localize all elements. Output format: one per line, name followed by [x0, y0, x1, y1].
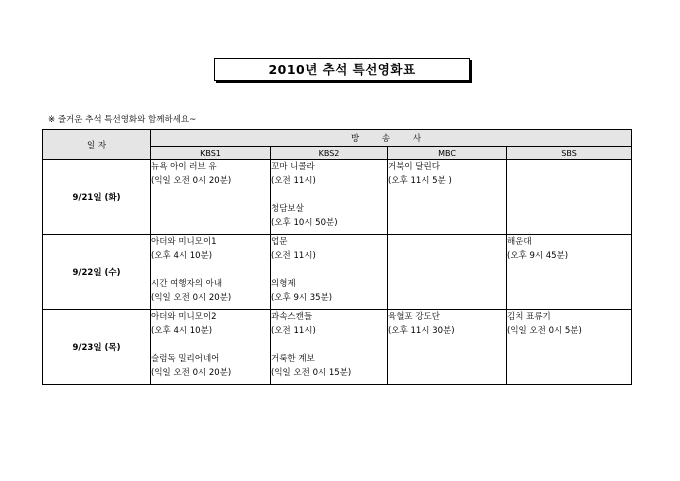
program-cell	[271, 160, 388, 235]
program-time: (익일 오전 0시 5분)	[507, 326, 582, 336]
program-time: (오후 10시 50분)	[271, 218, 338, 228]
header-date: 일 자	[43, 130, 151, 160]
program-time: (오후 11시 5분 )	[388, 176, 452, 186]
program-title: 해운대	[507, 237, 532, 247]
row-date: 9/22일 (수)	[43, 235, 151, 310]
document-title: 2010년 추석 특선영화표	[214, 58, 470, 81]
program-cell-empty	[507, 160, 632, 235]
header-channel-kbs2: KBS2	[271, 147, 388, 160]
program-title: 아더와 미니모이1	[151, 237, 217, 247]
program-cell	[388, 310, 507, 385]
table-row	[43, 235, 632, 310]
program-title: 아더와 미니모이2	[151, 312, 217, 322]
program-time: (익일 오전 0시 15분)	[271, 368, 352, 378]
program-cell	[507, 310, 632, 385]
program-time: (오전 11시)	[271, 251, 316, 261]
program-time: (익일 오전 0시 20분)	[151, 176, 232, 186]
header-broadcaster: 방 송 사	[151, 130, 632, 147]
program-cell	[271, 235, 388, 310]
program-time: (오후 11시 30분)	[388, 326, 455, 336]
program-title: 뉴욕 아이 러브 유	[151, 162, 217, 172]
header-row	[43, 130, 632, 147]
program-title: 김치 표류기	[507, 312, 551, 322]
program-title: 의형제	[271, 279, 296, 289]
table-row	[43, 160, 632, 235]
program-time: (오후 9시 45분)	[507, 251, 569, 261]
program-time: (오후 4시 10분)	[151, 251, 213, 261]
program-cell	[388, 160, 507, 235]
program-title: 업문	[271, 237, 288, 247]
table-row	[43, 310, 632, 385]
program-time: (오전 11시)	[271, 326, 316, 336]
program-cell	[271, 310, 388, 385]
program-time: (익일 오전 0시 20분)	[151, 368, 232, 378]
program-title: 과속스캔들	[271, 312, 313, 322]
program-time: (오전 11시)	[271, 176, 316, 186]
schedule-table	[42, 129, 632, 385]
program-cell-empty	[388, 235, 507, 310]
program-title: 육혈포 강도단	[388, 312, 440, 322]
note-text: ※ 즐거운 추석 특선영화와 함께하세요~	[48, 115, 197, 125]
program-title: 시간 여행자의 아내	[151, 279, 223, 289]
program-cell	[151, 310, 271, 385]
header-channel-sbs: SBS	[507, 147, 632, 160]
program-time: (오후 4시 10분)	[151, 326, 213, 336]
program-title: 거북이 달린다	[388, 162, 440, 172]
program-time: (오후 9시 35분)	[271, 293, 333, 303]
program-cell	[151, 160, 271, 235]
row-date: 9/21일 (화)	[43, 160, 151, 235]
program-title: 슬럼독 밀리어네어	[151, 354, 220, 364]
program-cell	[507, 235, 632, 310]
program-time: (익일 오전 0시 20분)	[151, 293, 232, 303]
program-title: 꼬마 니콜라	[271, 162, 315, 172]
program-cell	[151, 235, 271, 310]
header-channel-kbs1: KBS1	[151, 147, 271, 160]
row-date: 9/23일 (목)	[43, 310, 151, 385]
program-title: 거룩한 계보	[271, 354, 315, 364]
program-title: 청담보살	[271, 204, 304, 214]
header-channel-mbc: MBC	[388, 147, 507, 160]
